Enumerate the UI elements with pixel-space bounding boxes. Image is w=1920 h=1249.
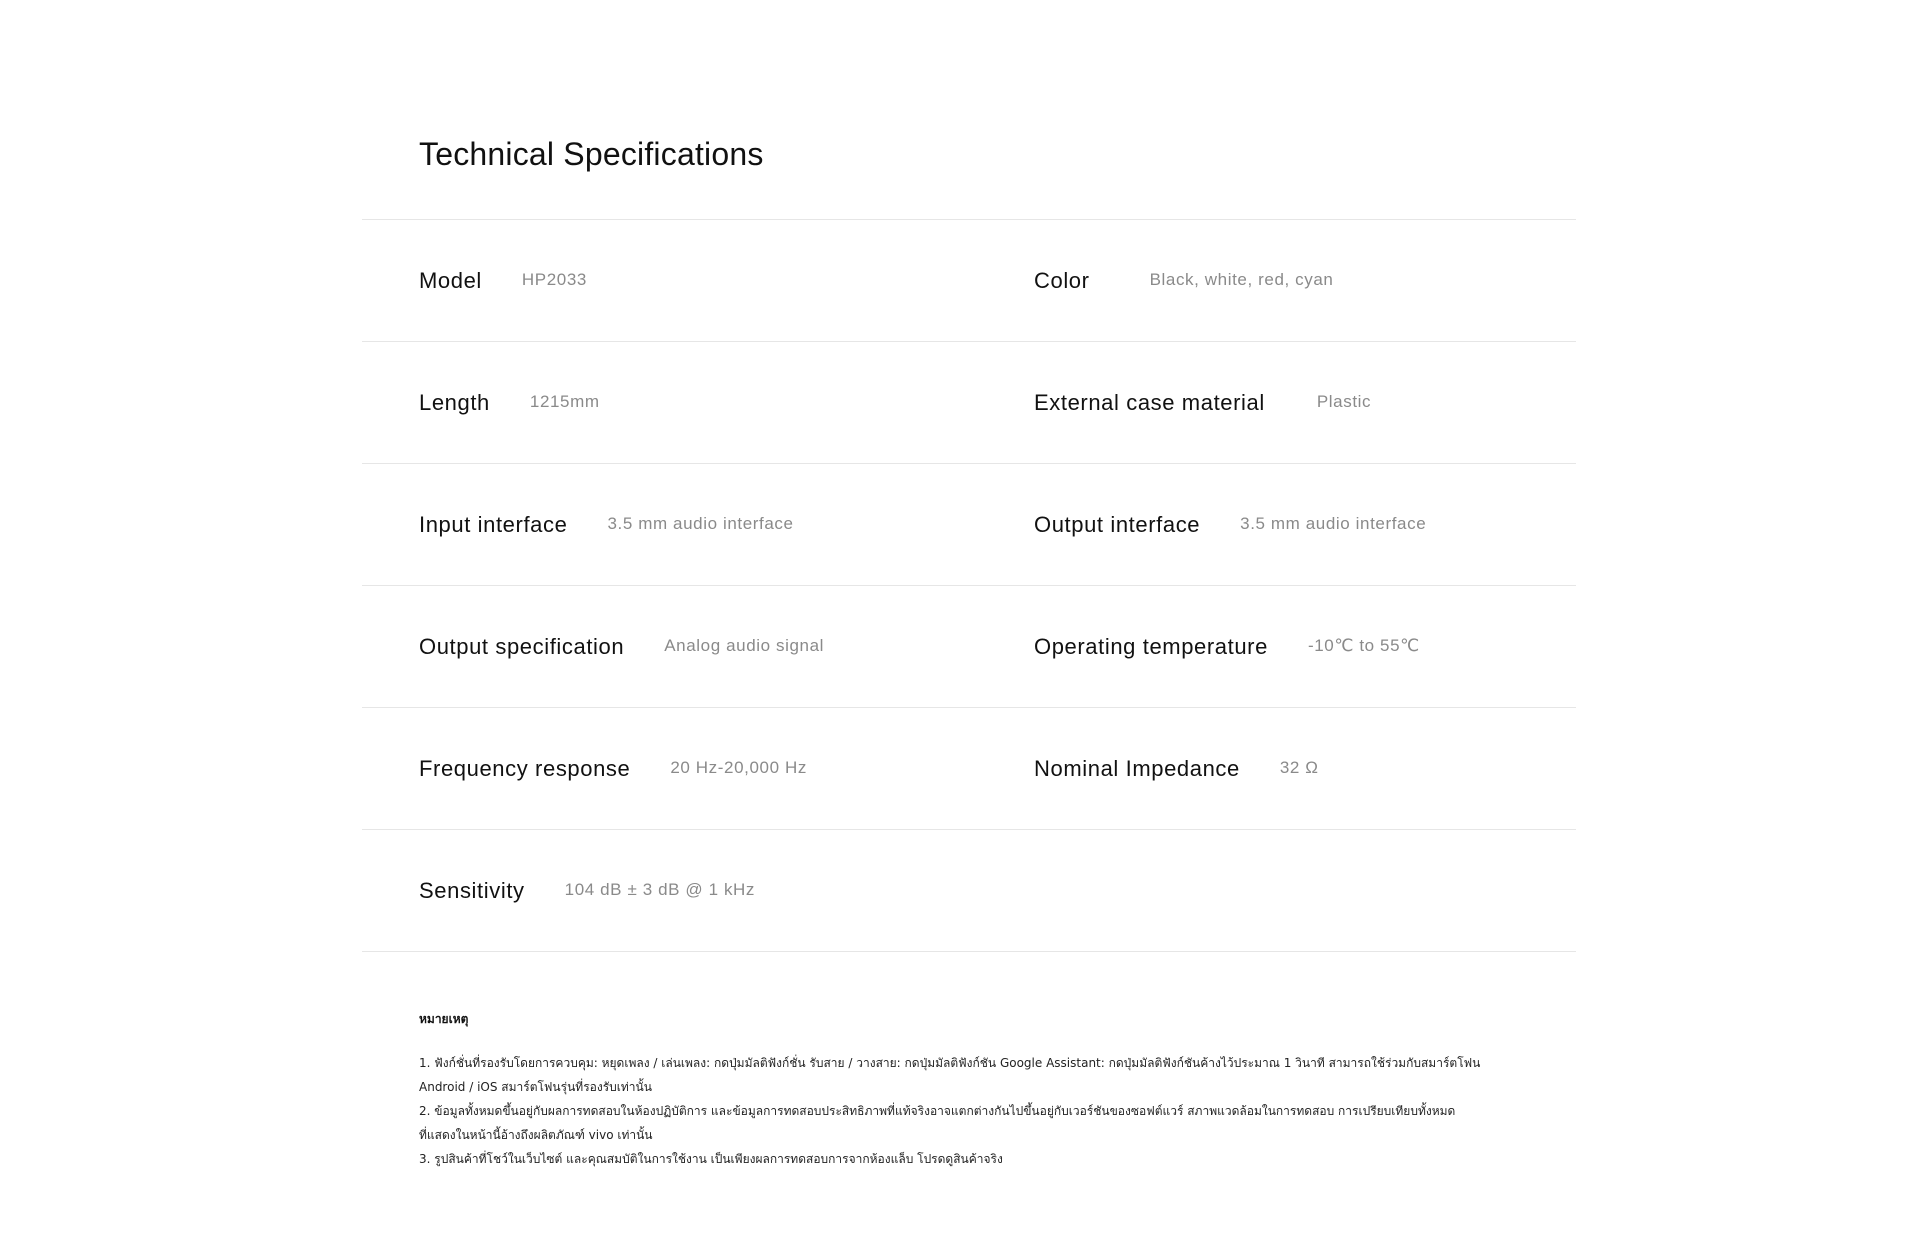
spec-label: Input interface <box>419 511 568 537</box>
spec-value: Black, white, red, cyan <box>1149 269 1334 289</box>
spec-row <box>362 464 1576 586</box>
section-title: Technical Specifications <box>419 136 764 172</box>
spec-value: 3.5 mm audio interface <box>1240 513 1427 533</box>
spec-label: Sensitivity <box>419 877 525 903</box>
spec-label: Length <box>419 389 490 415</box>
spec-row <box>362 708 1576 830</box>
spec-label: Operating temperature <box>1034 633 1268 659</box>
spec-item-nominal-impedance <box>1034 708 1319 829</box>
spec-item-length <box>419 342 600 463</box>
note-item: 2. ข้อมูลทั้งหมดขึ้นอยู่กับผลการทดสอบในห้องปฏิบัติการ และข้อมูลการทดสอบประสิทธิภาพที่แท้จริงอาจแตกต่างกันไปขึ้นอยู่กับเวอร์ชันของซอฟต์แวร์ สภาพแวดล้อมในการทดสอบ การเปรียบเทียบทั้งหมด ที่แสดงในหน้านี้อ้างถึงผลิตภัณฑ์ vivo เท่านั้น <box>419 1104 1456 1142</box>
spec-label: Frequency response <box>419 755 631 781</box>
spec-row <box>362 586 1576 708</box>
spec-item-model <box>419 220 587 341</box>
spec-item-output-specification <box>419 586 824 707</box>
spec-label: Output interface <box>1034 511 1201 537</box>
spec-item-operating-temperature <box>1034 586 1420 707</box>
spec-value: 104 dB ± 3 dB @ 1 kHz <box>564 879 756 899</box>
spec-value: 1215mm <box>529 391 600 411</box>
notes-title: หมายเหตุ <box>419 1012 469 1026</box>
spec-label: Model <box>419 267 482 293</box>
spec-table <box>362 219 1576 952</box>
spec-value: Analog audio signal <box>664 635 825 655</box>
spec-label: Color <box>1034 267 1090 293</box>
spec-value: Plastic <box>1316 391 1372 411</box>
note-item: 3. รูปสินค้าที่โชว์ในเว็บไซต์ และคุณสมบัติในการใช้งาน เป็นเพียงผลการทดสอบการจากห้องแล็บ โปรดดูสินค้าจริง <box>419 1152 1003 1166</box>
spec-item-output-interface <box>1034 464 1426 585</box>
spec-item-color <box>1034 220 1333 341</box>
spec-item-sensitivity <box>419 830 755 951</box>
spec-label: External case material <box>1034 389 1265 415</box>
note-item: 1. ฟังก์ชั่นที่รองรับโดยการควบคุม: หยุดเพลง / เล่นเพลง: กดปุ่มมัลติฟังก์ชั่น รับสาย / วางสาย: กดปุ่มมัลติฟังก์ชัน Google Assistant: กดปุ่มมัลติฟังก์ชันค้างไว้ประมาณ 1 วินาที สามารถใช้ร่วมกับสมาร์ตโฟน Android / iOS สมาร์ตโฟนรุ่นที่รองรับเท่านั้น <box>419 1056 1481 1094</box>
spec-value: 3.5 mm audio interface <box>607 513 794 533</box>
spec-value: 32 Ω <box>1279 757 1319 777</box>
spec-item-input-interface <box>419 464 794 585</box>
spec-value: -10℃ to 55℃ <box>1307 635 1420 655</box>
spec-row <box>362 342 1576 464</box>
spec-row <box>362 830 1576 952</box>
spec-item-frequency-response <box>419 708 807 829</box>
spec-label: Nominal Impedance <box>1034 755 1240 781</box>
spec-value: 20 Hz-20,000 Hz <box>670 757 807 777</box>
spec-value: HP2033 <box>521 269 587 289</box>
spec-row <box>362 220 1576 342</box>
spec-item-external-case-material <box>1034 342 1371 463</box>
notes-section <box>419 1010 1579 1171</box>
spec-label: Output specification <box>419 633 625 659</box>
